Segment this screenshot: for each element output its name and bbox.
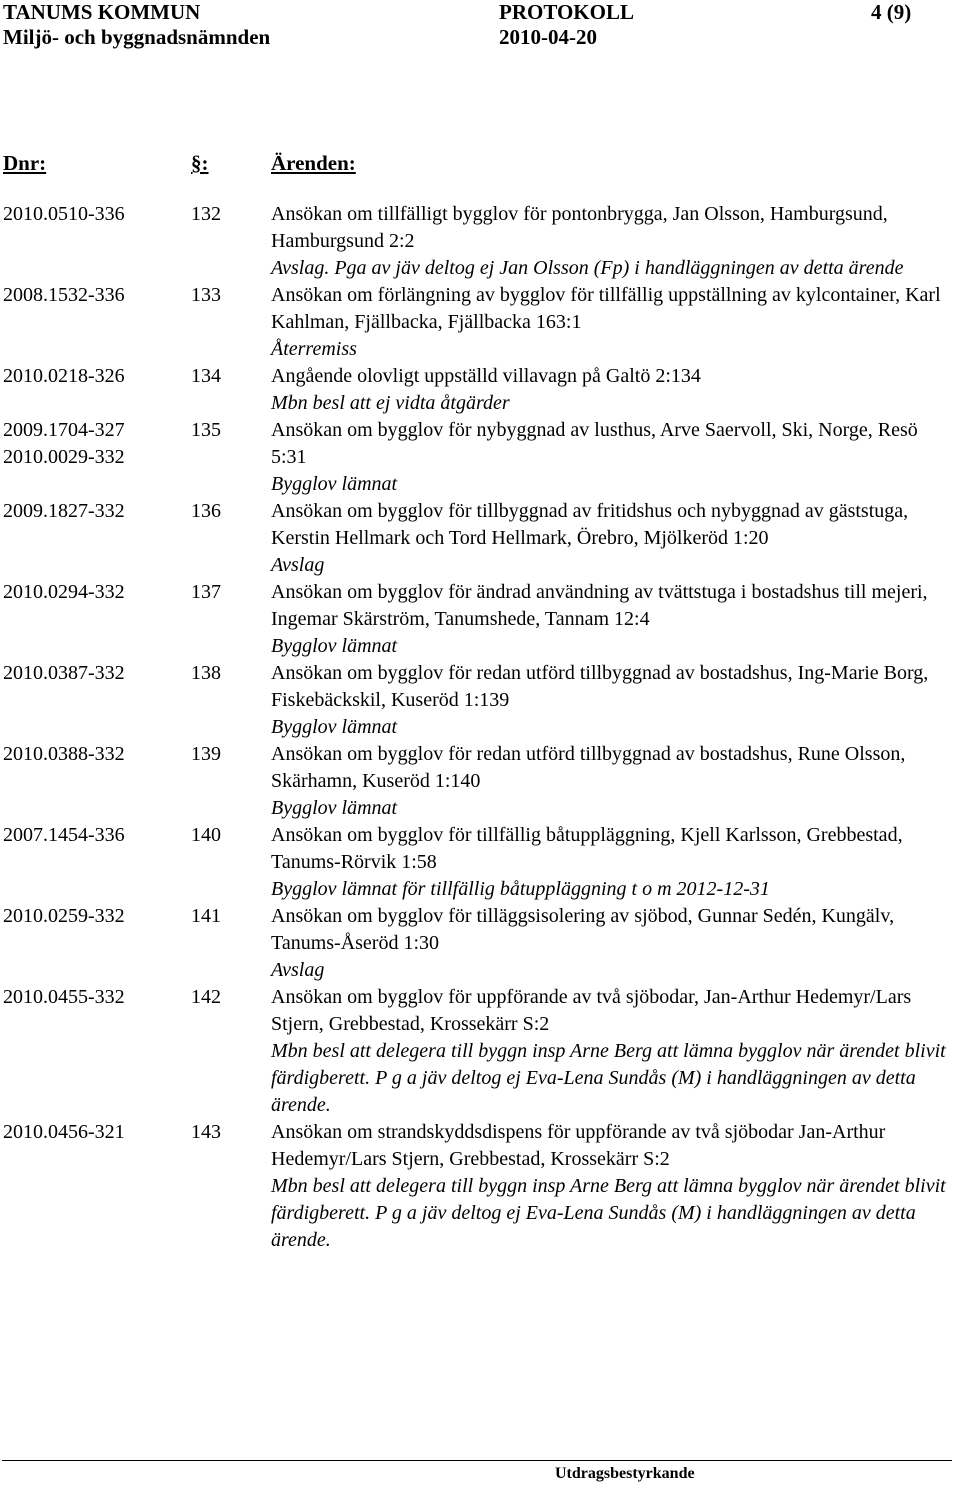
dnr-number: [3, 741, 188, 768]
matter-decision: Återremiss: [271, 338, 357, 360]
matter-entry: [0, 363, 960, 417]
matter-decision: Avslag. Pga av jäv deltog ej Jan Olsson (Fp) i handläggningen av detta ärende: [271, 257, 904, 279]
matter-entry: [0, 822, 960, 903]
matter-decision: Mbn besl att delegera till byggn insp Arne Berg att lämna bygglov när ärendet blivit färdigberett. P g a jäv deltog ej Eva-Lena Sundås (M) i handläggningen av detta ärende.: [271, 1175, 946, 1251]
matter-decision: Bygglov lämnat: [271, 716, 398, 738]
col-matters: Ärenden:: [271, 151, 356, 175]
paragraph-number: 136: [191, 500, 221, 522]
committee-name: Miljö- och byggnadsnämnden: [3, 25, 271, 49]
matter-decision: Mbn besl att delegera till byggn insp Arne Berg att lämna bygglov när ärendet blivit färdigberett. P g a jäv deltog ej Eva-Lena Sundås (M) i handläggningen av detta ärende.: [271, 1040, 946, 1116]
matters-list: [0, 201, 960, 1254]
matter-entry: [0, 498, 960, 579]
matter-body: [271, 741, 956, 822]
matter-body: [271, 1119, 956, 1254]
matter-body: [271, 417, 956, 498]
matter-description: Ansökan om bygglov för tillbyggnad av fritidshus och nybyggnad av gäststuga, Kerstin Hellmark och Tord Hellmark, Örebro, Mjölkeröd 1:20: [271, 500, 909, 549]
matter-decision: Avslag: [271, 959, 325, 981]
footer-label: Utdragsbestyrkande: [555, 1465, 695, 1482]
matter-description: Ansökan om tillfälligt bygglov för pontonbrygga, Jan Olsson, Hamburgsund, Hamburgsund 2:2: [271, 203, 888, 252]
dnr-number: [3, 1119, 188, 1146]
matter-decision: Bygglov lämnat för tillfällig båtuppläggning t o m 2012-12-31: [271, 878, 770, 900]
dnr-line: 2008.1532-336: [3, 284, 125, 306]
paragraph-number: 139: [191, 743, 221, 765]
matter-description: Ansökan om strandskyddsdispens för uppförande av två sjöbodar Jan-Arthur Hedemyr/Lars Stjern, Grebbestad, Krossekärr S:2: [271, 1121, 886, 1170]
paragraph-number: 135: [191, 419, 221, 441]
matter-description: Ansökan om bygglov för tillfällig båtuppläggning, Kjell Karlsson, Grebbestad, Tanums-Rörvik 1:58: [271, 824, 903, 873]
paragraph-number: 133: [191, 284, 221, 306]
matter-entry: [0, 1119, 960, 1254]
matter-entry: [0, 741, 960, 822]
matter-description: Ansökan om bygglov för redan utförd tillbyggnad av bostadshus, Ing-Marie Borg, Fiskebäckskil, Kuseröd 1:139: [271, 662, 929, 711]
matter-description: Ansökan om förlängning av bygglov för tillfällig uppställning av kylcontainer, Karl Kahlman, Fjällbacka, Fjällbacka 163:1: [271, 284, 941, 333]
dnr-line: 2010.0388-332: [3, 743, 125, 765]
dnr-line: 2007.1454-336: [3, 824, 125, 846]
matter-description: Ansökan om bygglov för uppförande av två sjöbodar, Jan-Arthur Hedemyr/Lars Stjern, Grebbestad, Krossekärr S:2: [271, 986, 912, 1035]
meeting-date: 2010-04-20: [499, 25, 597, 49]
matter-entry: [0, 579, 960, 660]
matter-description: Ansökan om bygglov för ändrad användning av tvättstuga i bostadshus till mejeri, Ingemar Skärström, Tanumshede, Tannam 12:4: [271, 581, 928, 630]
matter-body: [271, 660, 956, 741]
paragraph-number: 132: [191, 203, 221, 225]
matter-body: [271, 282, 956, 363]
col-dnr: Dnr:: [3, 151, 47, 175]
matter-body: [271, 984, 956, 1119]
paragraph-number: 143: [191, 1121, 221, 1143]
dnr-line: 2010.0294-332: [3, 581, 125, 603]
matter-decision: Bygglov lämnat: [271, 635, 398, 657]
dnr-line: 2010.0510-336: [3, 203, 125, 225]
paragraph-number: 141: [191, 905, 221, 927]
matter-decision: Bygglov lämnat: [271, 797, 398, 819]
dnr-line: 2009.1704-327: [3, 419, 125, 441]
matter-decision: Avslag: [271, 554, 325, 576]
dnr-number: [3, 822, 188, 849]
org-name: TANUMS KOMMUN: [3, 0, 201, 24]
paragraph-number: 134: [191, 365, 221, 387]
dnr-number: [3, 417, 188, 471]
matter-description: Ansökan om bygglov för redan utförd tillbyggnad av bostadshus, Rune Olsson, Skärhamn, Kuseröd 1:140: [271, 743, 906, 792]
footer-divider: [2, 1460, 952, 1461]
dnr-number: [3, 201, 188, 228]
matter-entry: [0, 201, 960, 282]
matter-entry: [0, 282, 960, 363]
paragraph-number: 137: [191, 581, 221, 603]
dnr-number: [3, 903, 188, 930]
matter-body: [271, 903, 956, 984]
matter-decision: Bygglov lämnat: [271, 473, 398, 495]
dnr-number: [3, 984, 188, 1011]
dnr-line: 2010.0387-332: [3, 662, 125, 684]
matter-body: [271, 498, 956, 579]
matter-entry: [0, 660, 960, 741]
dnr-line: 2010.0259-332: [3, 905, 125, 927]
matter-description: Ansökan om bygglov för tilläggsisolering av sjöbod, Gunnar Sedén, Kungälv, Tanums-Åseröd 1:30: [271, 905, 895, 954]
matter-entry: [0, 984, 960, 1119]
matter-body: [271, 822, 956, 903]
dnr-number: [3, 498, 188, 525]
matter-description: Angående olovligt uppställd villavagn på Galtö 2:134: [271, 365, 701, 387]
matter-body: [271, 579, 956, 660]
matter-decision: Mbn besl att ej vidta åtgärder: [271, 392, 510, 414]
page-number: 4 (9): [871, 0, 912, 24]
matter-entry: [0, 417, 960, 498]
matter-description: Ansökan om bygglov för nybyggnad av lusthus, Arve Saervoll, Ski, Norge, Resö 5:31: [271, 419, 918, 468]
dnr-line: 2010.0456-321: [3, 1121, 125, 1143]
paragraph-number: 138: [191, 662, 221, 684]
dnr-line: 2009.1827-332: [3, 500, 125, 522]
paragraph-number: 142: [191, 986, 221, 1008]
matter-body: [271, 201, 956, 282]
matter-body: [271, 363, 956, 417]
dnr-number: [3, 363, 188, 390]
doc-type: PROTOKOLL: [499, 0, 634, 24]
dnr-number: [3, 579, 188, 606]
matter-entry: [0, 903, 960, 984]
dnr-line: 2010.0455-332: [3, 986, 125, 1008]
dnr-line: 2010.0029-332: [3, 446, 125, 468]
col-paragraph: §:: [191, 151, 209, 175]
dnr-line: 2010.0218-326: [3, 365, 125, 387]
paragraph-number: 140: [191, 824, 221, 846]
dnr-number: [3, 282, 188, 309]
dnr-number: [3, 660, 188, 687]
